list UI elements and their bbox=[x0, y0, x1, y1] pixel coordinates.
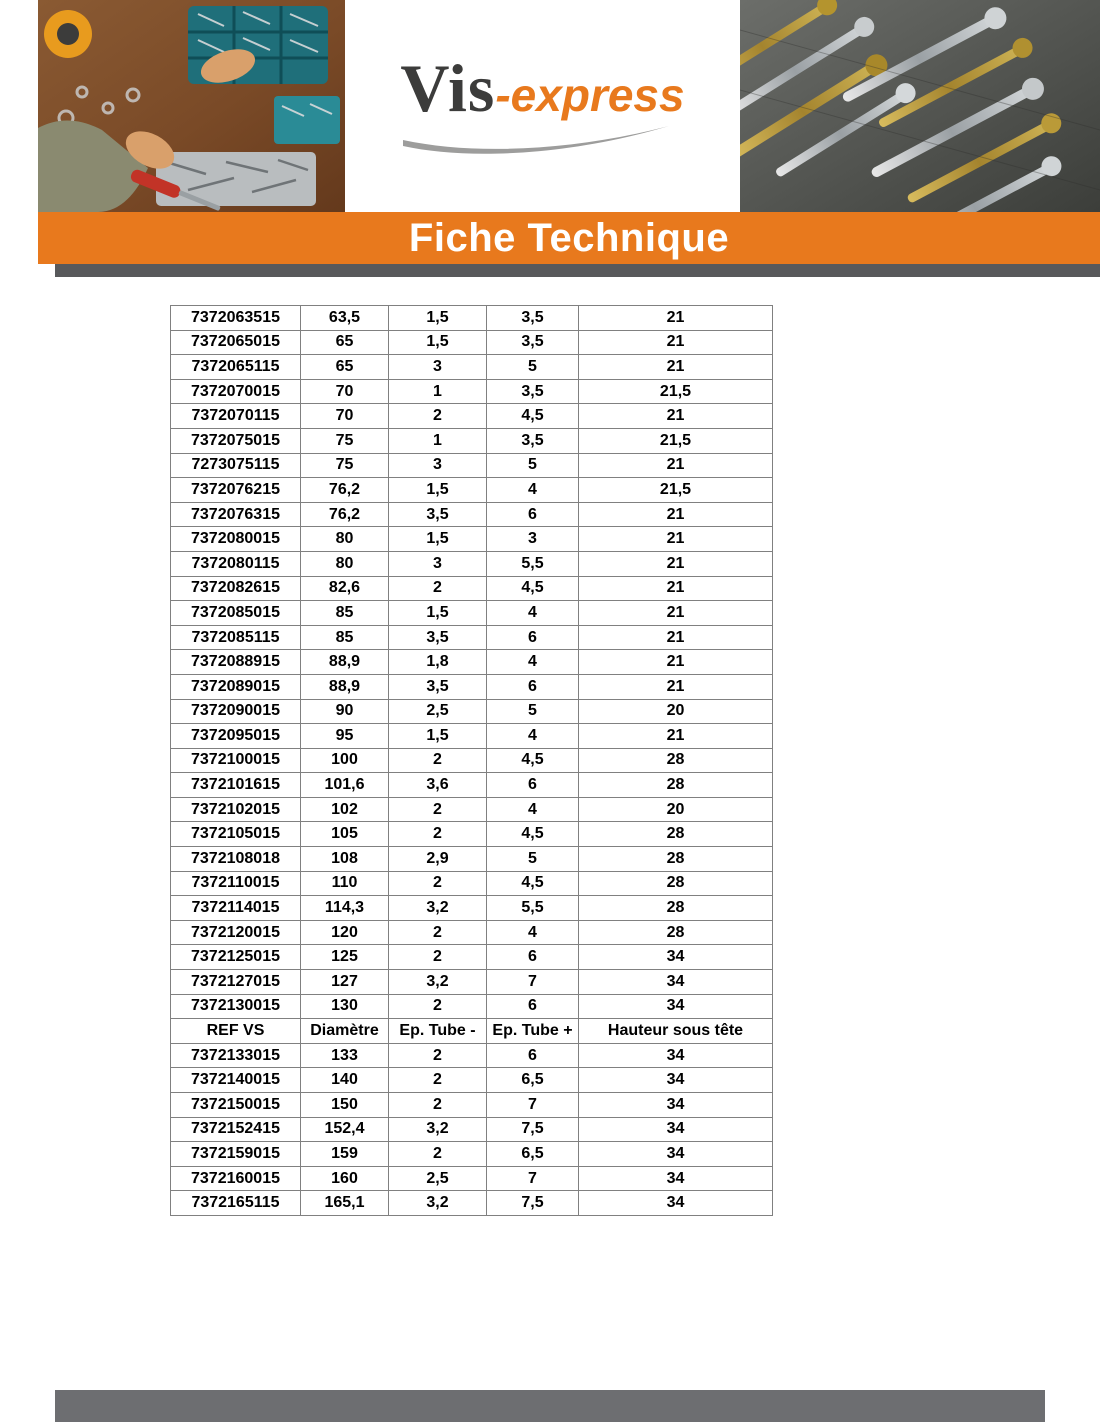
table-cell: 7372120015 bbox=[171, 920, 301, 945]
table-cell: 6 bbox=[487, 625, 579, 650]
table-cell: 2 bbox=[389, 920, 487, 945]
table-cell: 63,5 bbox=[301, 306, 389, 331]
table-cell: 1,8 bbox=[389, 650, 487, 675]
table-cell: 4 bbox=[487, 920, 579, 945]
table-row bbox=[171, 355, 773, 380]
table-cell: 2 bbox=[389, 1093, 487, 1118]
table-cell: 34 bbox=[579, 1142, 773, 1167]
table-row bbox=[171, 404, 773, 429]
table-row bbox=[171, 453, 773, 478]
table-cell: 3,5 bbox=[487, 306, 579, 331]
table-row bbox=[171, 945, 773, 970]
table-cell: 80 bbox=[301, 551, 389, 576]
table-cell: 21,5 bbox=[579, 428, 773, 453]
table-cell: 21 bbox=[579, 576, 773, 601]
table-row bbox=[171, 822, 773, 847]
brand-logo bbox=[345, 0, 740, 212]
page-header bbox=[0, 0, 1100, 212]
table-row bbox=[171, 1043, 773, 1068]
table-cell: 34 bbox=[579, 1068, 773, 1093]
table-cell: 165,1 bbox=[301, 1191, 389, 1216]
column-header-cell: REF VS bbox=[171, 1019, 301, 1044]
table-row bbox=[171, 724, 773, 749]
table-cell: 34 bbox=[579, 1166, 773, 1191]
table-row bbox=[171, 920, 773, 945]
table-cell: 7372100015 bbox=[171, 748, 301, 773]
table-cell: 70 bbox=[301, 379, 389, 404]
table-row bbox=[171, 1191, 773, 1216]
table-cell: 2 bbox=[389, 1068, 487, 1093]
table-cell: 2 bbox=[389, 404, 487, 429]
table-cell: 85 bbox=[301, 601, 389, 626]
table-cell: 75 bbox=[301, 453, 389, 478]
table-cell: 21 bbox=[579, 551, 773, 576]
table-cell: 2 bbox=[389, 822, 487, 847]
table-cell: 3 bbox=[389, 551, 487, 576]
table-row bbox=[171, 576, 773, 601]
table-cell: 7372065115 bbox=[171, 355, 301, 380]
column-header-cell: Diamètre bbox=[301, 1019, 389, 1044]
table-cell: 88,9 bbox=[301, 650, 389, 675]
table-cell: 28 bbox=[579, 847, 773, 872]
table-cell: 65 bbox=[301, 355, 389, 380]
table-cell: 110 bbox=[301, 871, 389, 896]
title-banner bbox=[38, 212, 1100, 264]
table-cell: 4,5 bbox=[487, 748, 579, 773]
table-cell: 102 bbox=[301, 797, 389, 822]
table-cell: 21 bbox=[579, 404, 773, 429]
spec-table-body bbox=[171, 306, 773, 1216]
brand-wordmark bbox=[400, 50, 685, 126]
table-cell: 21 bbox=[579, 527, 773, 552]
table-cell: 6,5 bbox=[487, 1142, 579, 1167]
table-cell: 7372127015 bbox=[171, 970, 301, 995]
table-cell: 127 bbox=[301, 970, 389, 995]
table-row bbox=[171, 379, 773, 404]
table-cell: 4 bbox=[487, 724, 579, 749]
table-cell: 3,5 bbox=[487, 428, 579, 453]
table-cell: 4 bbox=[487, 478, 579, 503]
table-cell: 5,5 bbox=[487, 896, 579, 921]
table-cell: 5 bbox=[487, 453, 579, 478]
table-row bbox=[171, 650, 773, 675]
table-cell: 7372080015 bbox=[171, 527, 301, 552]
page-title: Fiche Technique bbox=[408, 215, 730, 260]
table-cell: 21 bbox=[579, 502, 773, 527]
table-row bbox=[171, 1068, 773, 1093]
table-cell: 7372065015 bbox=[171, 330, 301, 355]
table-row bbox=[171, 601, 773, 626]
table-cell: 34 bbox=[579, 1191, 773, 1216]
table-cell: 7372085115 bbox=[171, 625, 301, 650]
table-cell: 88,9 bbox=[301, 674, 389, 699]
table-cell: 3,5 bbox=[389, 625, 487, 650]
table-row bbox=[171, 527, 773, 552]
table-row bbox=[171, 502, 773, 527]
table-cell: 65 bbox=[301, 330, 389, 355]
table-cell: 7372130015 bbox=[171, 994, 301, 1019]
table-row bbox=[171, 428, 773, 453]
column-header-cell: Hauteur sous tête bbox=[579, 1019, 773, 1044]
table-cell: 120 bbox=[301, 920, 389, 945]
table-cell: 2,5 bbox=[389, 699, 487, 724]
table-header-row bbox=[171, 1019, 773, 1044]
table-cell: 34 bbox=[579, 994, 773, 1019]
table-row bbox=[171, 306, 773, 331]
table-cell: 28 bbox=[579, 920, 773, 945]
table-cell: 1 bbox=[389, 379, 487, 404]
table-cell: 105 bbox=[301, 822, 389, 847]
table-cell: 7372070115 bbox=[171, 404, 301, 429]
table-cell: 21 bbox=[579, 306, 773, 331]
table-cell: 7372082615 bbox=[171, 576, 301, 601]
table-cell: 7372165115 bbox=[171, 1191, 301, 1216]
table-cell: 21,5 bbox=[579, 379, 773, 404]
table-cell: 7372159015 bbox=[171, 1142, 301, 1167]
table-cell: 34 bbox=[579, 970, 773, 995]
table-cell: 7372085015 bbox=[171, 601, 301, 626]
brand-name-primary: Vis bbox=[400, 50, 496, 126]
table-row bbox=[171, 748, 773, 773]
table-cell: 7 bbox=[487, 1166, 579, 1191]
table-cell: 28 bbox=[579, 822, 773, 847]
banner-shadow-bar bbox=[55, 264, 1100, 277]
table-cell: 6 bbox=[487, 674, 579, 699]
table-cell: 3,5 bbox=[389, 674, 487, 699]
spec-table-container bbox=[170, 305, 772, 1216]
table-cell: 76,2 bbox=[301, 478, 389, 503]
table-cell: 7372070015 bbox=[171, 379, 301, 404]
table-cell: 28 bbox=[579, 748, 773, 773]
table-cell: 150 bbox=[301, 1093, 389, 1118]
table-cell: 21 bbox=[579, 330, 773, 355]
table-cell: 108 bbox=[301, 847, 389, 872]
table-cell: 7372125015 bbox=[171, 945, 301, 970]
table-cell: 4,5 bbox=[487, 871, 579, 896]
table-cell: 5 bbox=[487, 699, 579, 724]
table-cell: 7,5 bbox=[487, 1117, 579, 1142]
table-cell: 7372095015 bbox=[171, 724, 301, 749]
table-cell: 6,5 bbox=[487, 1068, 579, 1093]
table-cell: 7372076215 bbox=[171, 478, 301, 503]
table-cell: 2,9 bbox=[389, 847, 487, 872]
table-cell: 2 bbox=[389, 748, 487, 773]
table-cell: 7372102015 bbox=[171, 797, 301, 822]
table-cell: 3,6 bbox=[389, 773, 487, 798]
table-cell: 34 bbox=[579, 1043, 773, 1068]
table-cell: 7 bbox=[487, 1093, 579, 1118]
table-cell: 140 bbox=[301, 1068, 389, 1093]
table-cell: 1,5 bbox=[389, 527, 487, 552]
table-row bbox=[171, 674, 773, 699]
table-cell: 7372152415 bbox=[171, 1117, 301, 1142]
table-cell: 3 bbox=[389, 453, 487, 478]
table-cell: 133 bbox=[301, 1043, 389, 1068]
table-cell: 21 bbox=[579, 724, 773, 749]
table-cell: 3,2 bbox=[389, 1191, 487, 1216]
table-cell: 7372105015 bbox=[171, 822, 301, 847]
table-cell: 159 bbox=[301, 1142, 389, 1167]
table-cell: 7372110015 bbox=[171, 871, 301, 896]
table-cell: 125 bbox=[301, 945, 389, 970]
table-cell: 21,5 bbox=[579, 478, 773, 503]
table-cell: 100 bbox=[301, 748, 389, 773]
table-cell: 7372075015 bbox=[171, 428, 301, 453]
table-cell: 7372140015 bbox=[171, 1068, 301, 1093]
table-cell: 7372150015 bbox=[171, 1093, 301, 1118]
table-cell: 5,5 bbox=[487, 551, 579, 576]
table-cell: 2 bbox=[389, 994, 487, 1019]
table-cell: 3,2 bbox=[389, 896, 487, 921]
table-cell: 6 bbox=[487, 502, 579, 527]
table-row bbox=[171, 1142, 773, 1167]
table-row bbox=[171, 478, 773, 503]
table-cell: 76,2 bbox=[301, 502, 389, 527]
table-cell: 5 bbox=[487, 355, 579, 380]
table-cell: 1,5 bbox=[389, 306, 487, 331]
table-cell: 28 bbox=[579, 773, 773, 798]
table-row bbox=[171, 773, 773, 798]
table-cell: 160 bbox=[301, 1166, 389, 1191]
table-cell: 90 bbox=[301, 699, 389, 724]
table-cell: 2 bbox=[389, 1142, 487, 1167]
table-row bbox=[171, 871, 773, 896]
table-cell: 28 bbox=[579, 896, 773, 921]
table-row bbox=[171, 1117, 773, 1142]
table-cell: 20 bbox=[579, 797, 773, 822]
table-cell: 3,5 bbox=[487, 379, 579, 404]
table-cell: 4 bbox=[487, 601, 579, 626]
table-row bbox=[171, 847, 773, 872]
table-cell: 7372160015 bbox=[171, 1166, 301, 1191]
table-cell: 1,5 bbox=[389, 330, 487, 355]
table-cell: 2 bbox=[389, 1043, 487, 1068]
table-cell: 21 bbox=[579, 674, 773, 699]
spec-table bbox=[170, 305, 773, 1216]
table-cell: 4,5 bbox=[487, 822, 579, 847]
table-cell: 3 bbox=[487, 527, 579, 552]
brand-swoosh-graphic bbox=[397, 124, 677, 158]
table-cell: 34 bbox=[579, 945, 773, 970]
table-cell: 1,5 bbox=[389, 601, 487, 626]
table-cell: 7372133015 bbox=[171, 1043, 301, 1068]
table-cell: 70 bbox=[301, 404, 389, 429]
table-cell: 34 bbox=[579, 1117, 773, 1142]
table-cell: 95 bbox=[301, 724, 389, 749]
table-cell: 2,5 bbox=[389, 1166, 487, 1191]
table-cell: 2 bbox=[389, 797, 487, 822]
table-cell: 1 bbox=[389, 428, 487, 453]
table-row bbox=[171, 1093, 773, 1118]
table-cell: 4 bbox=[487, 650, 579, 675]
table-cell: 34 bbox=[579, 1093, 773, 1118]
table-row bbox=[171, 994, 773, 1019]
table-row bbox=[171, 1166, 773, 1191]
table-cell: 7372101615 bbox=[171, 773, 301, 798]
table-cell: 3,2 bbox=[389, 1117, 487, 1142]
table-row bbox=[171, 699, 773, 724]
table-cell: 3,2 bbox=[389, 970, 487, 995]
table-cell: 21 bbox=[579, 625, 773, 650]
table-cell: 7372108018 bbox=[171, 847, 301, 872]
table-cell: 2 bbox=[389, 871, 487, 896]
table-cell: 6 bbox=[487, 994, 579, 1019]
table-cell: 7372076315 bbox=[171, 502, 301, 527]
table-cell: 3,5 bbox=[389, 502, 487, 527]
table-cell: 82,6 bbox=[301, 576, 389, 601]
table-cell: 5 bbox=[487, 847, 579, 872]
table-cell: 7273075115 bbox=[171, 453, 301, 478]
workbench-photo bbox=[38, 0, 345, 212]
table-cell: 114,3 bbox=[301, 896, 389, 921]
table-cell: 130 bbox=[301, 994, 389, 1019]
table-cell: 21 bbox=[579, 355, 773, 380]
screws-photo bbox=[740, 0, 1100, 212]
table-cell: 6 bbox=[487, 945, 579, 970]
brand-name-secondary: -express bbox=[495, 69, 685, 121]
table-cell: 28 bbox=[579, 871, 773, 896]
table-cell: 7372088915 bbox=[171, 650, 301, 675]
table-cell: 7372114015 bbox=[171, 896, 301, 921]
table-row bbox=[171, 625, 773, 650]
table-row bbox=[171, 330, 773, 355]
table-cell: 7372080115 bbox=[171, 551, 301, 576]
table-cell: 80 bbox=[301, 527, 389, 552]
table-cell: 7372063515 bbox=[171, 306, 301, 331]
table-cell: 21 bbox=[579, 453, 773, 478]
table-cell: 101,6 bbox=[301, 773, 389, 798]
table-cell: 21 bbox=[579, 601, 773, 626]
table-cell: 21 bbox=[579, 650, 773, 675]
table-cell: 85 bbox=[301, 625, 389, 650]
table-cell: 75 bbox=[301, 428, 389, 453]
table-cell: 152,4 bbox=[301, 1117, 389, 1142]
table-cell: 6 bbox=[487, 1043, 579, 1068]
table-cell: 4,5 bbox=[487, 404, 579, 429]
table-row bbox=[171, 896, 773, 921]
table-cell: 7,5 bbox=[487, 1191, 579, 1216]
table-row bbox=[171, 551, 773, 576]
table-cell: 4 bbox=[487, 797, 579, 822]
table-cell: 3,5 bbox=[487, 330, 579, 355]
footer-bar bbox=[55, 1390, 1045, 1422]
table-cell: 1,5 bbox=[389, 724, 487, 749]
table-cell: 7 bbox=[487, 970, 579, 995]
table-cell: 1,5 bbox=[389, 478, 487, 503]
table-row bbox=[171, 797, 773, 822]
table-cell: 2 bbox=[389, 945, 487, 970]
table-cell: 7372090015 bbox=[171, 699, 301, 724]
table-cell: 4,5 bbox=[487, 576, 579, 601]
table-row bbox=[171, 970, 773, 995]
table-cell: 7372089015 bbox=[171, 674, 301, 699]
table-cell: 20 bbox=[579, 699, 773, 724]
table-cell: 3 bbox=[389, 355, 487, 380]
table-cell: 6 bbox=[487, 773, 579, 798]
table-cell: 2 bbox=[389, 576, 487, 601]
column-header-cell: Ep. Tube + bbox=[487, 1019, 579, 1044]
column-header-cell: Ep. Tube - bbox=[389, 1019, 487, 1044]
